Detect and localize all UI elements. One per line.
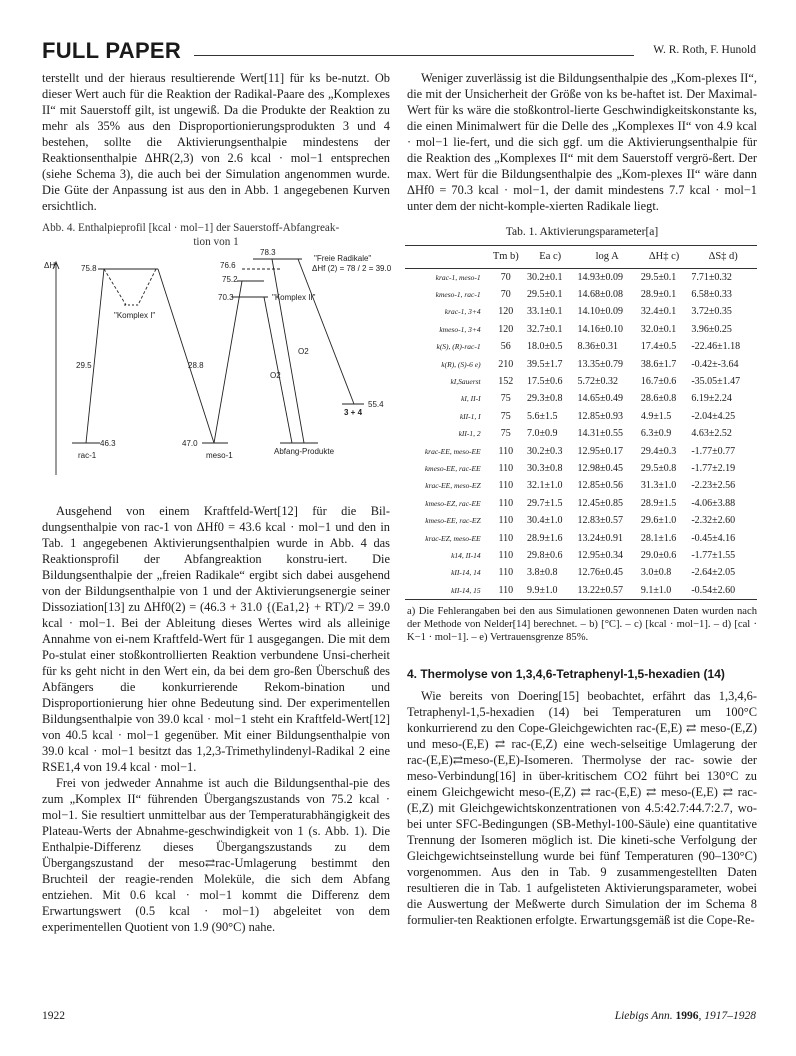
label-3-4: 3 + 4 [344, 408, 363, 417]
table-row [405, 582, 757, 600]
table-cell: 29.0±0.6 [640, 549, 677, 561]
table-header-row [405, 246, 757, 269]
table-row [405, 356, 757, 373]
table-row [405, 565, 757, 582]
table-cell: -2.64±2.05 [691, 567, 736, 579]
enthalpy-diagram [42, 253, 390, 479]
table-header-cell: log A [575, 246, 638, 269]
rate-constant-cell: krac-EZ, meso-EE [425, 533, 481, 543]
label-o2: O2 [270, 371, 281, 380]
label-o2: O2 [298, 347, 309, 356]
table-cell: 13.24±0.91 [577, 532, 623, 544]
table-footnote: a) Die Fehlerangaben bei den aus Simulationen gewonnenen Daten wurden nach der Methode von Nelder[14] berechnet. – b) [°C]. – c) [kcal · mol−1]. – d) [cal · K−1 · mol−1]. – e) Vertrauensgrenze 85%. [407, 606, 757, 643]
journal-year: 1996 [675, 1010, 699, 1022]
table-row [405, 321, 757, 338]
rate-constant-cell: k14, II-14 [451, 550, 481, 560]
table-cell: 14.68±0.08 [577, 289, 623, 301]
table-cell: 30.3±0.8 [526, 462, 563, 474]
rate-constant-cell: krac-1, 3+4 [444, 307, 481, 317]
table-cell: -2.32±2.60 [691, 515, 736, 527]
value-label: 55.4 [368, 400, 384, 409]
table-cell: 56 [500, 341, 511, 353]
table-cell: 12.95±0.34 [577, 549, 623, 561]
rate-constant-cell: kII-14, 15 [405, 582, 487, 600]
label-dhf: ΔHf (2) = 78 / 2 = 39.0 [312, 264, 392, 273]
table-row [405, 460, 757, 477]
right-column [407, 70, 757, 928]
table-cell: 13.35±0.79 [577, 358, 623, 370]
axis-label: ΔH [44, 261, 56, 270]
path-meso-komplexII [214, 281, 242, 443]
table-cell: 75 [500, 393, 511, 405]
table-cell: 18.0±0.5 [526, 341, 563, 353]
label-meso-1: meso-1 [206, 451, 233, 460]
table-cell: 12.85±0.93 [577, 410, 623, 422]
rate-constant-cell: kII-14, 14 [451, 568, 481, 578]
left-column [42, 70, 390, 935]
table-cell: 30.2±0.1 [526, 271, 563, 283]
value-label: 78.3 [260, 248, 276, 257]
value-label: 70.3 [218, 293, 234, 302]
table-cell: 152 [498, 376, 514, 388]
table-cell: 33.1±0.1 [526, 306, 563, 318]
table-cell: -0.54±2.60 [689, 582, 757, 600]
table-cell: 14.93±0.09 [577, 271, 623, 283]
table-cell: 17.5±0.6 [526, 376, 563, 388]
table-cell: 12.85±0.56 [577, 480, 623, 492]
table-row [405, 269, 757, 287]
section-heading: 4. Thermolyse von 1,3,4,6-Tetraphenyl-1,5-hexadien (14) [407, 667, 725, 682]
table-cell: 30.2±0.3 [526, 445, 563, 457]
rate-constant-cell: kmeso-EE, rac-EE [424, 463, 481, 473]
table-cell: -22.46±1.18 [691, 341, 741, 353]
paragraph: Ausgehend von einem Kraftfeld-Wert[12] für die Bil-dungsenthalpie von rac-1 von ΔHf0 = 43.6 kcal · mol−1 und den in Tab. 1 angegebenen Aktivierungsenthalpien wurde in Abb. 4 das Reaktionsprofil der Abfangreaktion konstru-iert. Die Bildungsenthalpie der „freien Radikale“ ergibt sich dabei ausgehend von der Bildungsenthalpie von 1 und der Aktivierungsenergie seiner Dissoziation[13] zu ΔHf0(2) = (46.3 + 31.0 {(Ea1,2} + RT)/2 = 39.0 kcal · mol−1. Bei der Ableitung dieses Wertes wird als alleinige Annahme von ei-nem Kraftfeld-Wert für 1 ausgegangen. Die mit dem Po-stulat einer stoßkontrollierten Reaktion verbundene Unsi-cherheit für ks geht nicht in den Wert ein, da bei dem gro-ßen Überschuß des Abfängers die konkurrierende Rekom-bination und Disproportionierung hier ohne Bedeutung sind. Der experimentellen Bildungsenthalpie von 39.0 kcal · mol−1 steht ein Kraftfeld-Wert[12] von 40.5 kcal · mol−1 gegenüber. Mit einer Bildungsenthalpie von 39.0 kcal · mol−1 besitzt das 1,2,3-Trimethylindenyl-Radikal 2 eine RSE1,4 von 19.4 kcal · mol−1. [42, 504, 390, 774]
table-cell: 39.5±1.7 [526, 358, 563, 370]
table-body [405, 269, 757, 600]
table-cell: 29.5±0.1 [640, 271, 677, 283]
table-cell: 12.83±0.57 [577, 515, 623, 527]
table-cell: 6.3±0.9 [640, 428, 672, 440]
table-cell: -4.06±3.88 [691, 497, 736, 509]
journal-citation [615, 1010, 756, 1022]
table-cell: 75 [500, 428, 511, 440]
table-cell: 110 [498, 549, 514, 561]
table-cell: 28.9±0.1 [640, 289, 677, 301]
table-cell: -1.77±2.19 [691, 462, 736, 474]
rate-constant-cell: kI, II-I [461, 394, 481, 404]
table-cell: 6.19±2.24 [691, 393, 732, 405]
table-cell: 9.1±1.0 [639, 582, 690, 600]
table-cell: 110 [498, 497, 514, 509]
rate-constant-cell: k(S), (R)-rac-1 [436, 342, 481, 352]
page-number: 1922 [42, 1010, 65, 1022]
table-cell: 28.1±1.6 [640, 532, 677, 544]
table-cell: 5.72±0.32 [577, 376, 618, 388]
paragraph: Frei von jedweder Annahme ist auch die Bildungsenthal-pie des zum „Komplex II“ führenden Übergangszustands von 75.2 kcal · mol−1. Sie resultiert unmittelbar aus der Temperaturabhängigkeit des Plateau-Werts der Abnahme-geschwindigkeit von 1 (s. Abb. 1). Die Enthalpie-Differenz dieses Übergangszustands zu dem Übergangszustand der meso⇄rac-Umlagerung bestimmt den Bruchteil der reagie-renden Moleküle, die sich dem Abfang entziehen. Mit 0.6 kcal · mol−1 kommt die Differenz dem Erwartungswert (0.5 kcal · mol−1) abgeleitet von dem experimentellen Quotient von 1.9 (90°C) nahe. [42, 776, 390, 934]
table-cell: 29.3±0.8 [526, 393, 563, 405]
table-cell: 120 [498, 323, 514, 335]
table-cell: 17.4±0.5 [640, 341, 677, 353]
table-cell: 9.9±1.0 [525, 582, 576, 600]
header-authors: W. R. Roth, F. Hunold [653, 44, 756, 56]
path-o2-b [298, 259, 354, 404]
table-cell: 14.16±0.10 [577, 323, 623, 335]
table-cell: 3.72±0.35 [691, 306, 732, 318]
paragraph: Weniger zuverlässig ist die Bildungsenthalpie des „Kom-plexes II“, die mit der Unsicherheit der Größe von ks be-haftet ist. Der Maximal-Wert für ks wäre die stoßkontrol-lierte Geschwindigkeitskonstante ks, die einen Minimalwert für die Delle des „Komplexes II“ von 4.9 kcal · mol−1 lie-fert, und die sich ggf. um die Aktivierungsenthalpie für die Reaktion des „Komplexes II“ mit dem Sauerstoff vergrö-ßert. Der max. Wert für die Bildungsenthalpie des „Kom-plexes II“ wäre dann ΔHf0 = 70.3 kcal · mol−1, der damit mindestens 7.7 kcal · mol−1 unter dem der nicht-komple-xierten Radikale liegt. [407, 71, 757, 213]
table-header-cell: ΔH‡ c) [639, 246, 690, 269]
table-cell: 6.58±0.33 [691, 289, 732, 301]
rate-constant-cell: krac-EE, meso-EE [424, 446, 481, 456]
table-cell: 7.71±0.32 [691, 271, 732, 283]
table-cell: 14.31±0.55 [577, 428, 623, 440]
table-row [405, 426, 757, 443]
table-cell: 5.6±1.5 [526, 410, 558, 422]
table-cell: 7.0±0.9 [526, 428, 558, 440]
table-cell: -2.04±4.25 [691, 410, 736, 422]
table-cell: 110 [498, 567, 514, 579]
label-komplex-II: "Komplex II" [272, 293, 316, 302]
table-cell: 110 [498, 445, 514, 457]
activation-parameter-table [405, 245, 757, 600]
table-cell: 30.4±1.0 [526, 515, 563, 527]
table-cell: 32.0±0.1 [640, 323, 677, 335]
journal-name: Liebigs Ann. [614, 1010, 673, 1022]
figure-caption-line: tion von 1 [193, 235, 239, 248]
table-cell: 3.96±0.25 [691, 323, 732, 335]
table-row [405, 443, 757, 460]
paragraph: terstellt und der hieraus resultierende Wert[11] für ks be-nutzt. Ob dieser Wert auch für die Reaktion der Radikal-Paare des „Komplexes II“ mit Sauerstoff gilt, ist ungewiß. Da die Produkte der Reaktion zu mehr als 35% aus den Disproportionierungsprodukten 3 und 4 bestehen, sollte die Aktivierungsenthalpie mindestens der Reaktionsenthalpie ΔHR(2,3) von 2.6 kcal · mol−1 entsprechen (siehe Schema 3), die auch bei der Simulation angenommen wurde. Die Güte der Anpassung ist aus den in Abb. 1 angegebenen Kurven ersichtlich. [42, 71, 390, 213]
table-cell: 28.6±0.8 [640, 393, 677, 405]
rate-constant-cell: kII-1, 2 [458, 429, 481, 439]
table-cell: 28.9±1.6 [526, 532, 563, 544]
table-cell: 28.9±1.5 [640, 497, 677, 509]
rate-constant-cell: kmeso-1, 3+4 [439, 324, 481, 334]
table-row [405, 495, 757, 512]
table-cell: 3.0±0.8 [640, 567, 672, 579]
table-row [405, 547, 757, 564]
table-cell: 29.4±0.3 [640, 445, 677, 457]
table-cell: 70 [500, 289, 511, 301]
value-label: 47.0 [182, 439, 198, 448]
journal-pages: , 1917–1928 [698, 1010, 756, 1022]
rate-constant-cell: kmeso-EZ, rac-EE [425, 498, 481, 508]
path-komplexI-a [104, 269, 126, 305]
table-header-cell [405, 246, 487, 269]
figure-caption [42, 222, 390, 249]
table-cell: 14.10±0.09 [577, 306, 623, 318]
table-cell: -0.42±-3.64 [691, 358, 739, 370]
rate-constant-cell: kI,Sauerst [450, 377, 481, 387]
table-cell: 4.63±2.52 [691, 428, 732, 440]
table-cell: 12.45±0.85 [577, 497, 623, 509]
path-rac-ts [86, 269, 104, 443]
enthalpy-profile-figure [42, 248, 392, 479]
table-row [405, 304, 757, 321]
table-cell: 32.1±1.0 [526, 480, 563, 492]
value-label: 28.8 [188, 361, 204, 370]
table-cell: 110 [487, 582, 525, 600]
rate-constant-cell: kII-1, I [459, 411, 481, 421]
table-cell: 29.8±0.6 [526, 549, 563, 561]
table-row [405, 339, 757, 356]
table-cell: 4.9±1.5 [640, 410, 672, 422]
table-row [405, 286, 757, 303]
section-label: FULL PAPER [42, 38, 182, 63]
paragraph: Wie bereits von Doering[15] beobachtet, erfährt das 1,3,4,6-Tetraphenyl-1,5-hexadien (14) bei Temperaturen um 100°C konkurrierend zu den Cope-Gleichgewichten rac-(E,E) ⇄ meso-(E,Z) und meso-(E,E) ⇄ rac-(E,Z) eine wech-selseitige Umlagerung der rac-(E,E)⇄meso-(E,E)-Isomeren. Thermolyse der rac- sowie der meso-Verbindung[16] in über-kritischem CO2 führt bei 130°C zu einem Gleichgewicht meso-(E,Z) ⇄ rac-(E,E) ⇄ meso-(E,E) ⇄ rac-(E,Z) mit Gleichgewichtskonzentrationen von 4.5:42.7:44.7:2.7, wo-bei unter SFC-Bedingungen (SB-Methyl-100-Säule) eine quantitative Trennung der Isomeren möglich ist. Die kineti-sche Verfolgung der Gleichgewichtseinstellung wurde bei fünf Temperaturen (90–130°C) vorgenommen. Aus den in Tab. 9 zusammengestellten Daten resultieren die in Tab. 1 aufgelisteten Aktivierungsparameter, wobei die Auswertung der Meßwerte durch Simulation der im Schema 8 formulier-ten Reaktionen erfolgte. Erwartungsgemäß ist die Cope-Re- [407, 689, 757, 928]
table-row [405, 373, 757, 390]
path-meso-ts [158, 269, 214, 443]
table-cell: 16.7±0.6 [640, 376, 677, 388]
table-row [405, 408, 757, 425]
table-cell: 31.3±1.0 [640, 480, 677, 492]
value-label: 29.5 [76, 361, 92, 370]
table-cell: 110 [498, 532, 514, 544]
label-rac-1: rac-1 [78, 451, 97, 460]
table-cell: 70 [500, 271, 511, 283]
table-cell: 29.7±1.5 [526, 497, 563, 509]
table-cell: -2.23±2.56 [691, 480, 736, 492]
table-row [405, 391, 757, 408]
rate-constant-cell: krac-1, meso-1 [435, 272, 481, 282]
table-caption: Tab. 1. Aktivierungsparameter[a] [505, 226, 659, 238]
table-header-cell: ΔS‡ d) [689, 246, 757, 269]
label-komplex-I: "Komplex I" [114, 311, 156, 320]
table-cell: 120 [498, 306, 514, 318]
table-cell: 32.4±0.1 [640, 306, 677, 318]
rate-constant-cell: kmeso-EE, rac-EZ [425, 516, 481, 526]
table-cell: -0.45±4.16 [691, 532, 736, 544]
table-cell: 12.95±0.17 [577, 445, 623, 457]
table-cell: 29.5±0.8 [640, 462, 677, 474]
rate-constant-cell: k(R), (S)-6 e) [441, 359, 481, 369]
table-header-cell: Ea c) [525, 246, 576, 269]
value-label: 76.6 [220, 261, 236, 270]
table-cell: -1.77±1.55 [691, 549, 736, 561]
table-cell: 12.76±0.45 [577, 567, 623, 579]
table-cell: 13.22±0.57 [575, 582, 638, 600]
table-cell: 3.8±0.8 [526, 567, 558, 579]
path-komplexI-b [138, 269, 156, 305]
table-cell: 38.6±1.7 [640, 358, 677, 370]
table-cell: 110 [498, 462, 514, 474]
table-cell: 110 [498, 515, 514, 527]
label-abfang: Abfang-Produkte [274, 447, 335, 456]
table-header-cell: Tm b) [487, 246, 525, 269]
label-freie-radikale: "Freie Radikale" [314, 254, 372, 263]
table-cell: 210 [498, 358, 514, 370]
table-cell: -35.05±1.47 [691, 376, 741, 388]
table-row [405, 530, 757, 547]
table-cell: 14.65±0.49 [577, 393, 623, 405]
header-rule [194, 55, 634, 56]
figure-caption-line: Abb. 4. Enthalpieprofil [kcal · mol−1] der Sauerstoff-Abfangreak- [42, 222, 340, 234]
table-row [405, 512, 757, 529]
value-label: 75.8 [81, 264, 97, 273]
path-o2-a [264, 297, 292, 443]
rate-constant-cell: kmeso-1, rac-1 [435, 290, 481, 300]
value-label: 46.3 [100, 439, 116, 448]
table-row [405, 478, 757, 495]
table-cell: 29.5±0.1 [526, 289, 563, 301]
table-cell: 29.6±1.0 [640, 515, 677, 527]
table-cell: 8.36±0.31 [577, 341, 618, 353]
value-label: 75.2 [222, 275, 238, 284]
table-cell: 75 [500, 410, 511, 422]
table-cell: -1.77±0.77 [691, 445, 736, 457]
page-header [42, 38, 756, 64]
table-cell: 12.98±0.45 [577, 462, 623, 474]
table-cell: 32.7±0.1 [526, 323, 563, 335]
table-cell: 110 [498, 480, 514, 492]
rate-constant-cell: krac-EE, meso-EZ [425, 481, 481, 491]
